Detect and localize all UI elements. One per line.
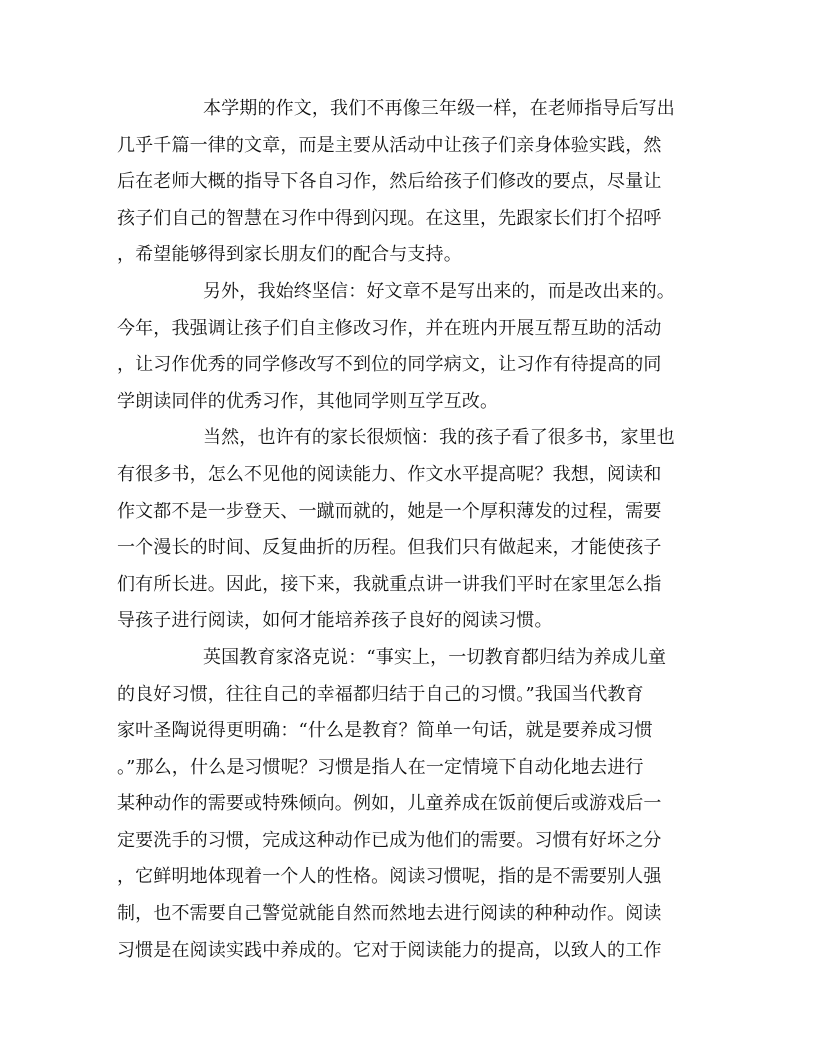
text-line: 。”那么，什么是习惯呢？习惯是指人在一定情境下自动化地去进行 [117, 756, 644, 778]
text-line: 几乎千篇一律的文章，而是主要从活动中让孩子们亲身体验实践，然 [117, 134, 662, 156]
text-line: 另外，我始终坚信：好文章不是写出来的，而是改出来的。 [203, 280, 675, 302]
text-line: 定要洗手的习惯，完成这种动作已成为他们的需要。习惯有好坏之分 [117, 829, 662, 851]
text-line: 习惯是在阅读实践中养成的。它对于阅读能力的提高，以致人的工作 [117, 939, 662, 961]
text-line: 本学期的作文，我们不再像三年级一样，在老师指导后写出 [203, 98, 675, 119]
text-line: 学朗读同伴的优秀习作，其他同学则互学互改。 [117, 390, 499, 412]
text-line: 家叶圣陶说得更明确：“什么是教育？简单一句话，就是要养成习惯 [117, 720, 653, 742]
paragraph [117, 420, 692, 640]
text-line: 导孩子进行阅读，如何才能培养孩子良好的阅读习惯。 [117, 610, 553, 632]
text-line: ，让习作优秀的同学修改写不到位的同学病文，让习作有待提高的同 [117, 354, 662, 376]
text-line: 一个漫长的时间、反复曲折的历程。但我们只有做起来，才能使孩子 [117, 537, 662, 559]
text-line: 们有所长进。因此，接下来，我就重点讲一讲我们平时在家里怎么指 [117, 573, 662, 595]
text-line: ，它鲜明地体现着一个人的性格。阅读习惯呢，指的是不需要别人强 [117, 866, 662, 888]
text-line: 的良好习惯，往往自己的幸福都归结于自己的习惯。”我国当代教育 [117, 683, 644, 705]
document-body [117, 91, 692, 969]
paragraph [117, 91, 692, 274]
text-line: 有很多书，怎么不见他的阅读能力、作文水平提高呢？我想，阅读和 [117, 463, 662, 485]
text-line: 当然，也许有的家长很烦恼：我的孩子看了很多书，家里也 [203, 427, 675, 449]
text-line: 制，也不需要自己警觉就能自然而然地去进行阅读的种种动作。阅读 [117, 903, 662, 925]
paragraph [117, 640, 692, 969]
paragraph [117, 274, 692, 420]
text-line: 今年，我强调让孩子们自主修改习作，并在班内开展互帮互助的活动 [117, 317, 662, 339]
text-line: 后在老师大概的指导下各自习作，然后给孩子们修改的要点，尽量让 [117, 171, 662, 193]
text-line: 孩子们自己的智慧在习作中得到闪现。在这里，先跟家长们打个招呼 [117, 207, 662, 229]
text-line: 英国教育家洛克说：“事实上，一切教育都归结为养成儿童 [203, 646, 667, 668]
text-line: 某种动作的需要或特殊倾向。例如，儿童养成在饭前便后或游戏后一 [117, 793, 662, 815]
text-line: 作文都不是一步登天、一蹴而就的，她是一个厚积薄发的过程，需要 [117, 500, 662, 522]
text-line: ，希望能够得到家长朋友们的配合与支持。 [117, 244, 462, 266]
